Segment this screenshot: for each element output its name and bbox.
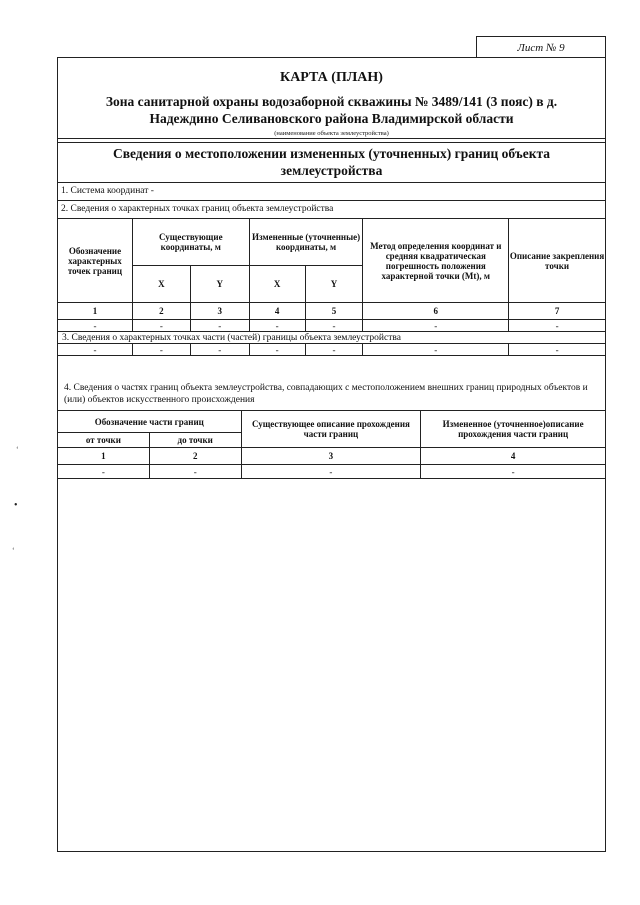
divider — [58, 200, 605, 201]
scan-mark: • — [14, 500, 18, 511]
column-number: 4 — [249, 303, 305, 320]
table-cell: - — [363, 320, 509, 332]
column-number: 7 — [509, 303, 606, 320]
table-cell: - — [241, 465, 421, 479]
divider — [58, 138, 605, 139]
table-cell: - — [305, 320, 363, 332]
header-y: Y — [190, 266, 249, 303]
points-table — [57, 218, 606, 356]
table-cell: - — [58, 344, 133, 356]
coord-system-line: 1. Система координат - — [61, 186, 154, 196]
column-number: 6 — [363, 303, 509, 320]
section-title-line-1: Сведения о местоположении измененных (уточненных) границ объекта — [112, 146, 551, 161]
document-title: КАРТА (ПЛАН) — [280, 70, 383, 85]
column-number: 1 — [58, 303, 133, 320]
section2-title: 2. Сведения о характерных точках границ объекта землеустройства — [61, 204, 334, 214]
header-method: Метод определения координат и средняя квадратическая погрешность положения характерной точки (Mt), м — [363, 219, 509, 303]
table-cell: - — [132, 320, 190, 332]
subtitle-line-2: Надеждино Селивановского района Владимирской области — [149, 111, 514, 126]
column-number: 4 — [421, 448, 606, 465]
header-existing-description: Существующее описание прохождения части границ — [241, 411, 421, 448]
table-cell: - — [305, 344, 363, 356]
table-cell: - — [132, 344, 190, 356]
header-designation: Обозначение характерных точек границ — [58, 219, 133, 303]
section4-title: 4. Сведения о частях границ объекта землеустройства, совпадающих с местоположением внешних границ природных объектов и (или) объектов искусственного происхождения — [64, 383, 588, 405]
column-number: 2 — [149, 448, 241, 465]
header-y: Y — [305, 266, 363, 303]
table-cell: - — [509, 344, 606, 356]
table-cell: - — [363, 344, 509, 356]
table-cell: - — [58, 320, 133, 332]
section-title-line-2: землеустройства — [280, 163, 383, 178]
column-number: 5 — [305, 303, 363, 320]
sheet-number: Лист № 9 — [476, 36, 606, 58]
header-parts: Обозначение части границ — [58, 411, 242, 433]
section-title — [58, 145, 605, 179]
table-cell: - — [149, 465, 241, 479]
header-changed-description: Измененное (уточненное)описание прохождения части границ — [421, 411, 606, 448]
table-cell: - — [249, 320, 305, 332]
header-existing-coords: Существующие координаты, м — [132, 219, 249, 266]
table-cell: - — [509, 320, 606, 332]
header-to-point: до точки — [149, 433, 241, 448]
divider — [58, 182, 605, 183]
scan-mark: ‘ — [16, 445, 19, 454]
header-description: Описание закрепления точки — [509, 219, 606, 303]
document-sheet — [57, 57, 606, 852]
header-x: X — [132, 266, 190, 303]
header-x: X — [249, 266, 305, 303]
table-cell: - — [421, 465, 606, 479]
header-from-point: от точки — [58, 433, 150, 448]
header-changed-coords: Измененные (уточненные) координаты, м — [249, 219, 363, 266]
subtitle-line-1: Зона санитарной охраны водозаборной скважины № 3489/141 (3 пояс) в д. — [105, 94, 558, 109]
table-cell: - — [190, 344, 249, 356]
scan-mark: ʻ — [12, 546, 15, 555]
divider — [58, 142, 605, 143]
column-number: 3 — [241, 448, 421, 465]
section3-title: 3. Сведения о характерных точках части (частей) границы объекта землеустройства — [58, 332, 606, 344]
column-number: 3 — [190, 303, 249, 320]
column-number: 1 — [58, 448, 150, 465]
object-note: (наименование объекта землеустройства) — [274, 130, 389, 137]
column-number: 2 — [132, 303, 190, 320]
table-cell: - — [58, 465, 150, 479]
document-subtitle — [58, 93, 605, 127]
table-cell: - — [190, 320, 249, 332]
table-cell: - — [249, 344, 305, 356]
parts-table — [57, 410, 606, 479]
